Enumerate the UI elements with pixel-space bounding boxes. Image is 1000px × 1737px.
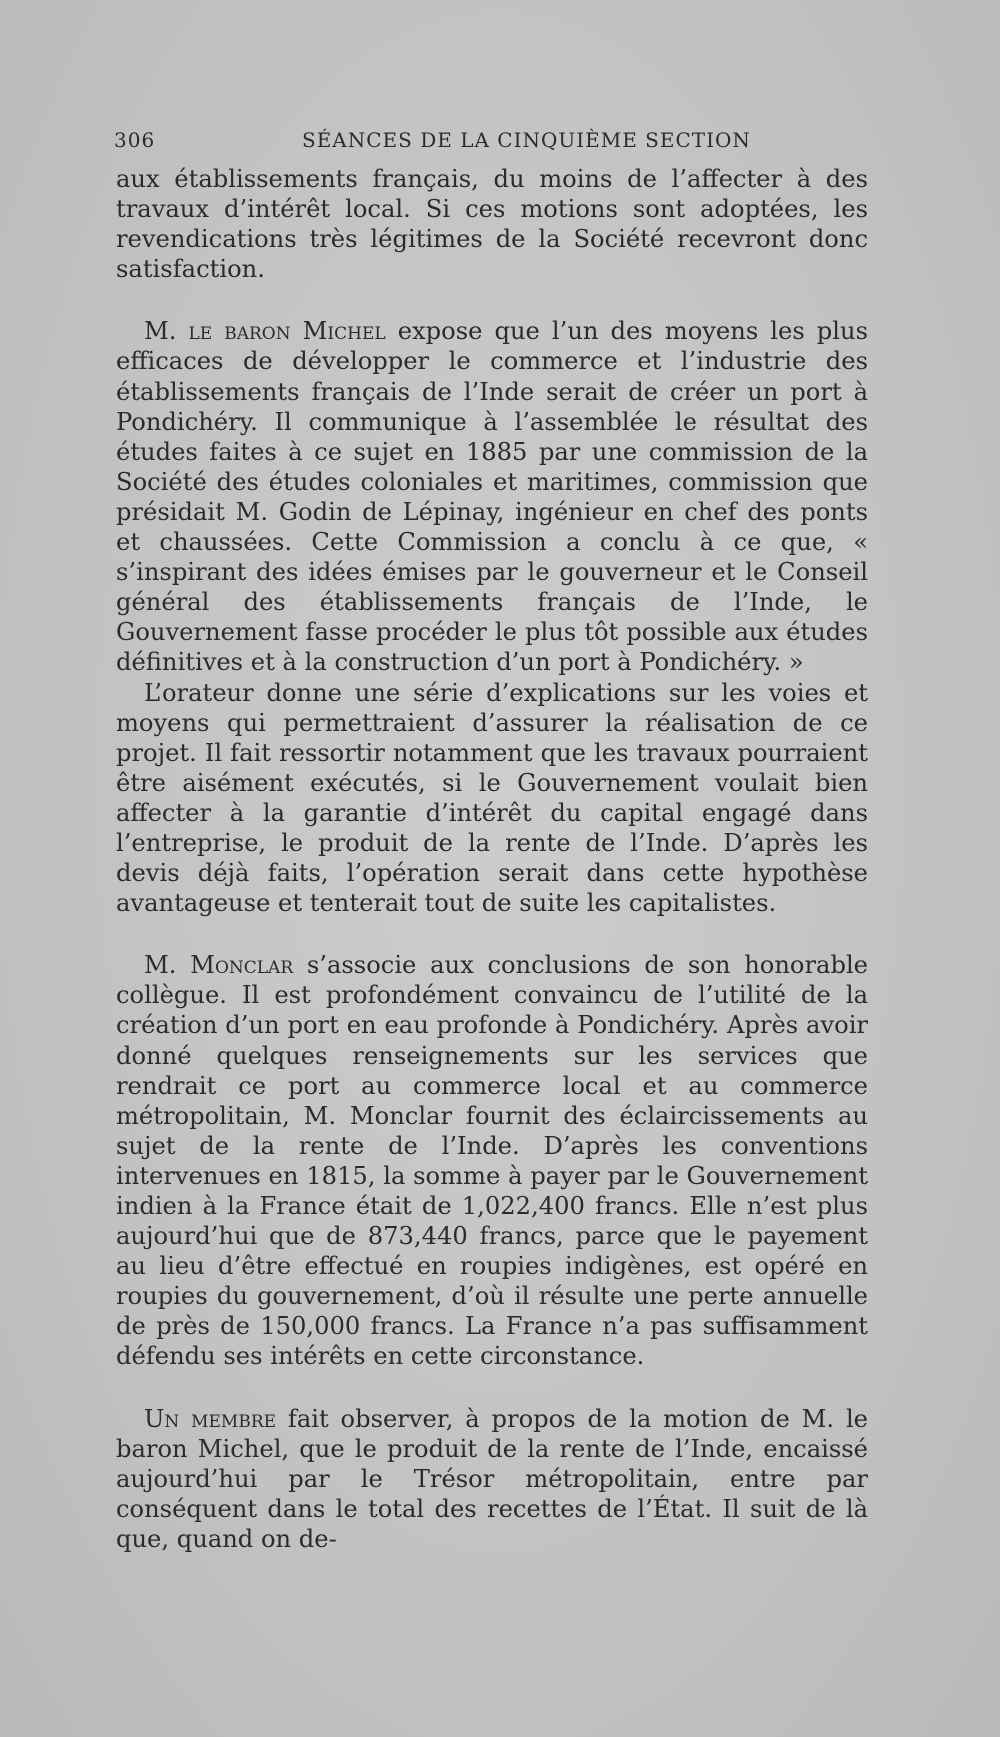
paragraph-continuation bbox=[116, 164, 868, 284]
paragraph-text: s’associe aux conclusions de son honorable collègue. Il est profondément convaincu de l’utilité de la création d’un port en eau profonde à Pondichéry. Après avoir donné quelques renseignements sur les services que rendrait ce port au commerce local et au commerce métropolitain, M. Monclar fournit des éclaircissements au sujet de la rente de l’Inde. D’après les conventions intervenues en 1815, la somme à payer par le Gouvernement indien à la France était de 1,022,400 francs. Elle n’est plus aujourd’hui que de 873,440 francs, parce que le payement au lieu d’être effectué en roupies indigènes, est opéré en roupies du gouvernement, d’où il résulte une perte annuelle de près de 150,000 francs. La France n’a pas suffisamment défendu ses intérêts en cette circonstance. bbox=[116, 951, 868, 1371]
paragraph-text: expose que l’un des moyens les plus efficaces de développer le commerce et l’industrie des établissements français de l’Inde serait de créer un port à Pondichéry. Il communique à l’assemblée le résultat des études faites à ce sujet en 1885 par une commission de la Société des études coloniales et maritimes, commission que présidait M. Godin de Lépinay, ingénieur en chef des ponts et chaussées. Cette Commission a conclu à ce que, « s’inspirant des idées émises par le gouverneur et le Conseil général des établissements français de l’Inde, le Gouvernement fasse procéder le plus tôt possible aux études définitives et à la construction d’un port à Pondichéry. » bbox=[116, 317, 868, 677]
paragraph-text: L’orateur donne une série d’explications sur les voies et moyens qui permettraient d’assurer la réalisation de ce projet. Il fait ressortir notamment que les travaux pourraient être aisément exécutés, si le Gouvernement voulait bien affecter à la garantie d’intérêt du capital engagé dans l’entreprise, le produit de la rente de l’Inde. D’après les devis déjà faits, l’opération serait dans cette hypothèse avantageuse et tenterait tout de suite les capitalistes. bbox=[116, 678, 868, 918]
paragraph-member bbox=[116, 1404, 868, 1554]
speaker-name: M. Monclar bbox=[144, 951, 294, 980]
paragraph-monclar bbox=[116, 950, 868, 1371]
paragraph-orator bbox=[116, 678, 868, 919]
body-text bbox=[116, 164, 868, 1554]
speaker-name: Un membre bbox=[144, 1404, 277, 1433]
running-head: SÉANCES DE LA CINQUIÈME SECTION bbox=[302, 128, 751, 152]
page-number: 306 bbox=[114, 128, 156, 152]
speaker-name: M. le baron Michel bbox=[144, 317, 386, 346]
page-header bbox=[114, 128, 884, 154]
paragraph-baron-michel bbox=[116, 316, 868, 677]
paragraph-text: fait observer, à propos de la motion de M. le baron Michel, que le produit de la rente de l’Inde, encaissé aujourd’hui par le Trésor métropolitain, entre par conséquent dans le total des recettes de l’État. Il suit de là que, quand on de- bbox=[116, 1404, 868, 1553]
paragraph-text: aux établissements français, du moins de l’affecter à des travaux d’intérêt local. Si ces motions sont adoptées, les revendications très légitimes de la Société recevront donc satisfaction. bbox=[116, 165, 868, 284]
